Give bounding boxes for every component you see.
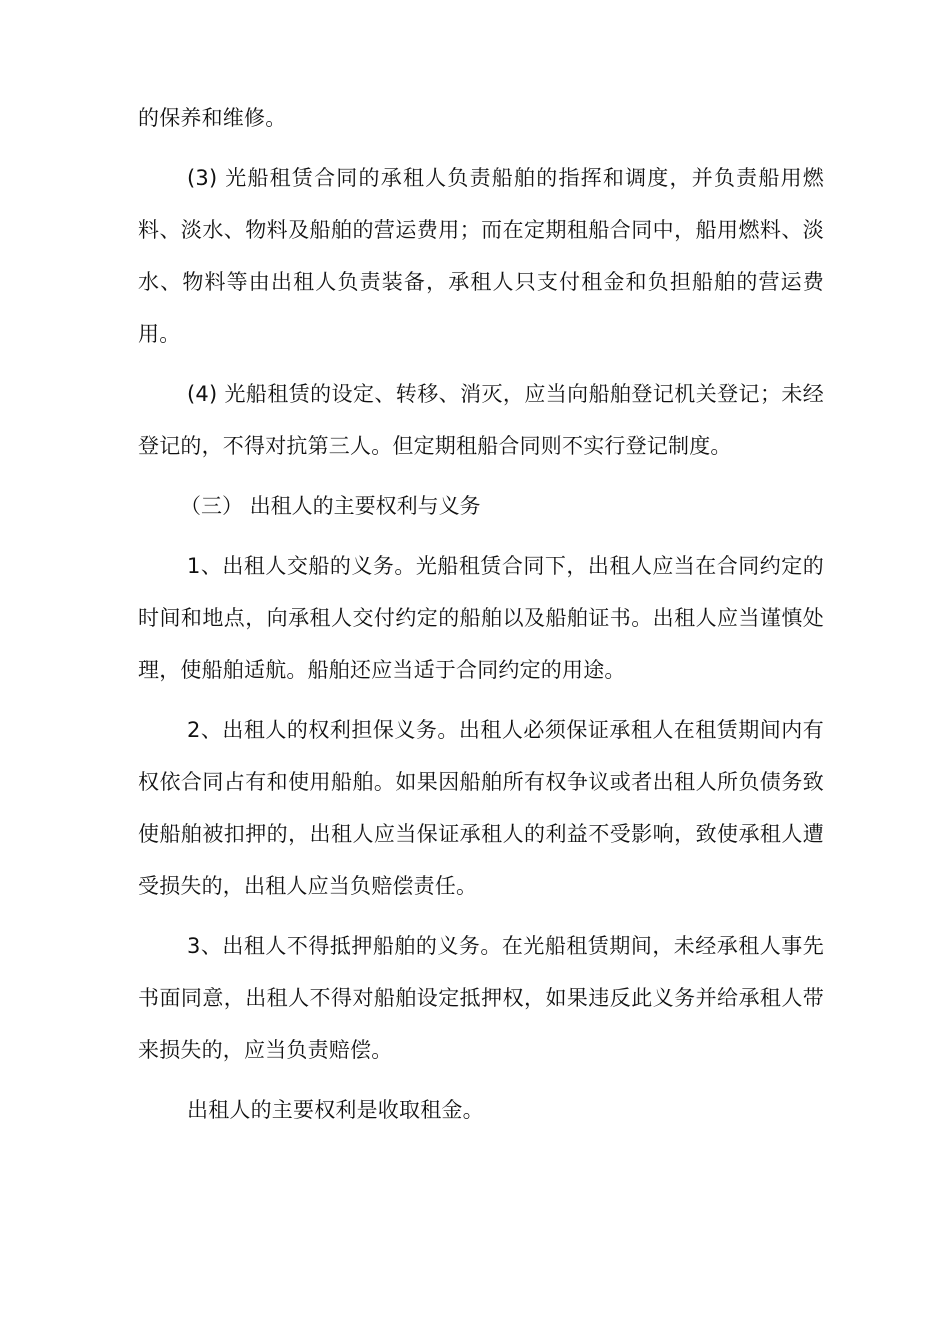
paragraph-duty-2: 2、出租人的权利担保义务。出租人必须保证承租人在租赁期间内有权依合同占有和使用船舶。如果因船舶所有权争议或者出租人所负债务致使船舶被扣押的，出租人应当保证承租人的利益不受影响，致使承租人遭受损失的，出租人应当负赔偿责任。	[138, 718, 824, 898]
paragraph-main-right: 出租人的主要权利是收取租金。	[187, 1098, 484, 1122]
paragraph-continuation: 的保养和维修。	[138, 106, 287, 130]
document-body	[138, 92, 824, 1144]
paragraph-item-3: (3) 光船租赁合同的承租人负责船舶的指挥和调度，并负责船用燃料、淡水、物料及船舶的营运费用；而在定期租船合同中，船用燃料、淡水、物料等由出租人负责装备，承租人只支付租金和负担船舶的营运费用。	[138, 166, 824, 346]
paragraph-item-4: (4) 光船租赁的设定、转移、消灭，应当向船舶登记机关登记；未经登记的，不得对抗第三人。但定期租船合同则不实行登记制度。	[138, 382, 824, 458]
paragraph-duty-1: 1、出租人交船的义务。光船租赁合同下，出租人应当在合同约定的时间和地点，向承租人交付约定的船舶以及船舶证书。出租人应当谨慎处理，使船舶适航。船舶还应当适于合同约定的用途。	[138, 554, 824, 682]
section-heading: （三） 出租人的主要权利与义务	[180, 494, 481, 518]
paragraph-duty-3: 3、出租人不得抵押船舶的义务。在光船租赁期间，未经承租人事先书面同意，出租人不得对船舶设定抵押权，如果违反此义务并给承租人带来损失的，应当负责赔偿。	[138, 934, 824, 1062]
